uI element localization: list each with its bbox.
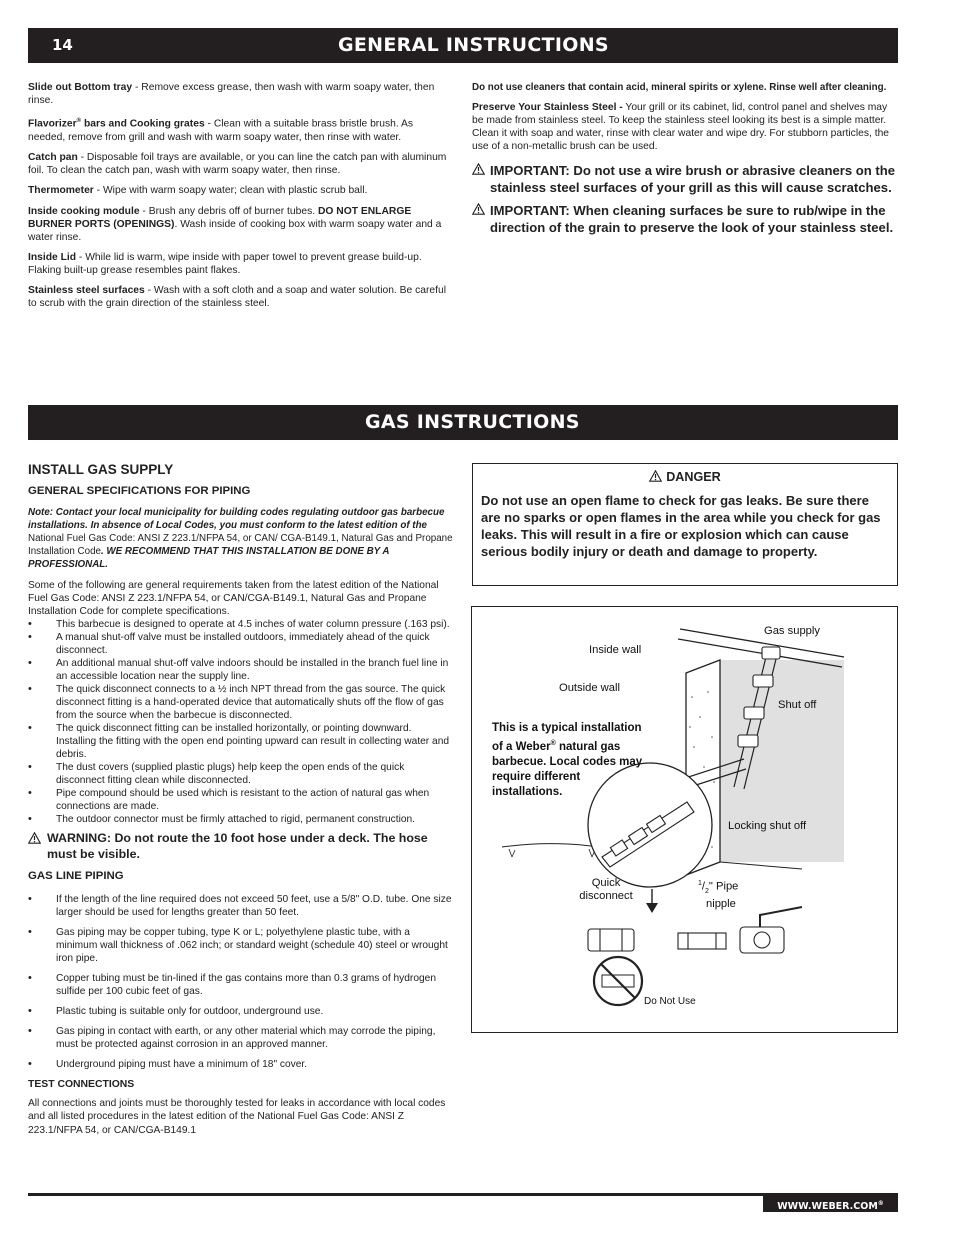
cleaning-item-inside-lid: Inside Lid - While lid is warm, wipe inside with paper towel to prevent grease build-up. Flaking built-up grease resembles paint flakes.: [28, 251, 422, 276]
list-item: • This barbecue is designed to operate at 4.5 inches of water column pressure (.163 psi).: [28, 618, 454, 631]
piping-spec-heading: GENERAL SPECIFICATIONS FOR PIPING: [28, 485, 251, 497]
label-pipe-nipple: $^1/_2$" Pipe nipple: [698, 880, 739, 910]
list-item: • The outdoor connector must be firmly attached to rigid, permanent construction.: [28, 813, 454, 826]
label-inside-wall: Inside wall: [589, 644, 642, 656]
parts-row: [588, 907, 802, 953]
typical-installation-note: This is a typical installation of a Weber® natural gas barbecue. Local codes may require different installations.: [492, 722, 643, 798]
requirements-list: [28, 618, 454, 826]
hose-warning: WARNING: Do not route the 10 foot hose under a deck. The hose must be visible.: [28, 830, 454, 862]
list-item: • Pipe compound should be used which is resistant to the action of natural gas when connections are made.: [28, 787, 454, 813]
test-connections-text: All connections and joints must be thoroughly tested for leaks in accordance with local codes and all listed procedures in the latest edition of the National Fuel Gas Code: ANSI Z 223.1/NFPA 54, or CAN/CGA-B149.1: [28, 1098, 446, 1136]
local-codes-note: Note: Contact your local municipality for building codes regulating outdoor gas barbecue installations. In absence of Local Codes, you must conform to the latest edition of the National Fuel Gas Code: ANSI Z 223.1/NFPA 54, or CAN/ CGA-B149.1, Natural Gas and Propane Installation Code. WE RECOMMEND THAT THIS INSTALLATION BE DONE BY A PROFESSIONAL.: [28, 507, 453, 570]
label-locking-shut-off: Locking shut off: [728, 820, 807, 832]
gas-instructions-header: [28, 405, 898, 440]
list-item: • An additional manual shut-off valve indoors should be installed in the branch fuel line in an accessible location near the supply line.: [28, 657, 454, 683]
preserve-stainless: Preserve Your Stainless Steel - Your grill or its cabinet, lid, control panel and shelves may be made from stainless steel. To keep the stainless steel looking its best is a simple matter. Clean it with soap and water, rinse with clear water and wipe dry. For stubborn particles, the use of a non-metallic brush can be used.: [472, 102, 890, 153]
warning-triangle-icon: [649, 470, 662, 482]
list-item: • Plastic tubing is suitable only for outdoor, underground use.: [28, 1005, 454, 1018]
warning-triangle-icon: [28, 832, 41, 844]
cleaning-item-flavorizer: Flavorizer® bars and Cooking grates - Clean with a suitable brass bristle brush. As needed, remove from grill and wash with warm soapy water, then rinse with water.: [28, 118, 413, 143]
gas-installation-figure: [471, 606, 898, 1033]
gas-instructions-title: GAS INSTRUCTIONS: [365, 411, 580, 433]
list-item: • Underground piping must have a minimum of 18" cover.: [28, 1058, 454, 1071]
list-item: • The quick disconnect fitting can be installed horizontally, or pointing downward. Installing the fitting with the open end pointing upward can result in collecting water and debris.: [28, 722, 454, 761]
general-instructions-title: GENERAL INSTRUCTIONS: [338, 34, 609, 56]
general-requirements-intro: Some of the following are general requirements taken from the latest edition of the National Fuel Gas Code: ANSI Z 223.1/NFPA 54, or CAN/CGA-B149.1, Natural Gas and Propane Installation Code for complete specifications.: [28, 580, 439, 617]
cleaner-warning: Do not use cleaners that contain acid, mineral spirits or xylene. Rinse well after cleaning.: [472, 82, 887, 93]
label-outside-wall: Outside wall: [559, 682, 620, 694]
gas-line-piping-heading: GAS LINE PIPING: [28, 870, 124, 882]
test-connections-heading: TEST CONNECTIONS: [28, 1079, 135, 1090]
danger-text: Do not use an open flame to check for gas leaks. Be sure there are no sparks or open flames in the area while you check for gas leaks. This will result in a fire or explosion which can cause serious bodily injury or death and damage to property.: [481, 493, 881, 559]
gas-supply-section: [28, 462, 454, 1145]
cleaning-item-catch-pan: Catch pan - Disposable foil trays are available, or you can line the catch pan with aluminum foil. To clean the catch pan, wash with warm soapy water, then rinse.: [28, 152, 447, 176]
list-item: • A manual shut-off valve must be installed outdoors, immediately ahead of the quick disconnect.: [28, 631, 454, 657]
label-do-not-use: Do Not Use: [644, 996, 696, 1007]
install-gas-supply-heading: INSTALL GAS SUPPLY: [28, 462, 174, 477]
list-item: • Gas piping in contact with earth, or any other material which may corrode the piping, must be protected against corrosion in an approved manner.: [28, 1025, 454, 1051]
label-shut-off: Shut off: [778, 699, 817, 711]
label-gas-supply: Gas supply: [764, 625, 820, 637]
danger-box: [472, 463, 898, 586]
stainless-care: [472, 82, 898, 242]
installation-diagram: [472, 607, 898, 1033]
warning-triangle-icon: [472, 203, 485, 215]
general-instructions-header: [28, 28, 898, 63]
list-item: • The dust covers (supplied plastic plugs) help keep the open ends of the quick disconnect fitting clean while disconnected.: [28, 761, 454, 787]
label-quick-disconnect: Quick disconnect: [579, 877, 633, 902]
list-item: • The quick disconnect connects to a ½ inch NPT thread from the gas source. The quick disconnect fitting is a hand-operated device that automatically shuts off the flow of gas from the source when the barbecue is disconnected.: [28, 683, 454, 722]
warning-triangle-icon: [472, 163, 485, 175]
page-number: 14: [52, 36, 73, 54]
important-note-grain: IMPORTANT: When cleaning surfaces be sure to rub/wipe in the direction of the grain to preserve the look of your stainless steel.: [472, 202, 898, 236]
important-note-wire-brush: IMPORTANT: Do not use a wire brush or abrasive cleaners on the stainless steel surfaces of your grill as this will cause scratches.: [472, 162, 898, 196]
gas-line-list: [28, 893, 454, 1071]
danger-heading: DANGER: [481, 470, 889, 492]
list-item: • Copper tubing must be tin-lined if the gas contains more than 0.3 grams of hydrogen sulfide per 100 cubic feet of gas.: [28, 972, 454, 998]
cleaning-item-stainless: Stainless steel surfaces - Wash with a soft cloth and a soap and water solution. Be careful to scrub with the grain direction of the stainless steel.: [28, 285, 447, 310]
footer-website[interactable]: WWW.WEBER.COM®: [763, 1196, 898, 1212]
cleaning-item-thermometer: Thermometer - Wipe with warm soapy water; clean with plastic scrub ball.: [28, 185, 368, 197]
cleaning-item-bottom-tray: Slide out Bottom tray - Remove excess grease, then wash with warm soapy water, then rinse.: [28, 82, 435, 106]
cleaning-item-cooking-module: Inside cooking module - Brush any debris off of burner tubes. DO NOT ENLARGE BURNER PORTS (OPENINGS). Wash inside of cooking box with warm soapy water and a water rinse.: [28, 205, 442, 243]
list-item: • Gas piping may be copper tubing, type K or L; polyethylene plastic tube, with a minimum wall thickness of .062 inch; or standard weight (schedule 40) steel or wrought iron pipe.: [28, 926, 454, 965]
cleaning-list: [28, 82, 450, 319]
list-item: • If the length of the line required does not exceed 50 feet, use a 5/8" O.D. tube. One size larger should be used for lengths greater than 50 feet.: [28, 893, 454, 919]
